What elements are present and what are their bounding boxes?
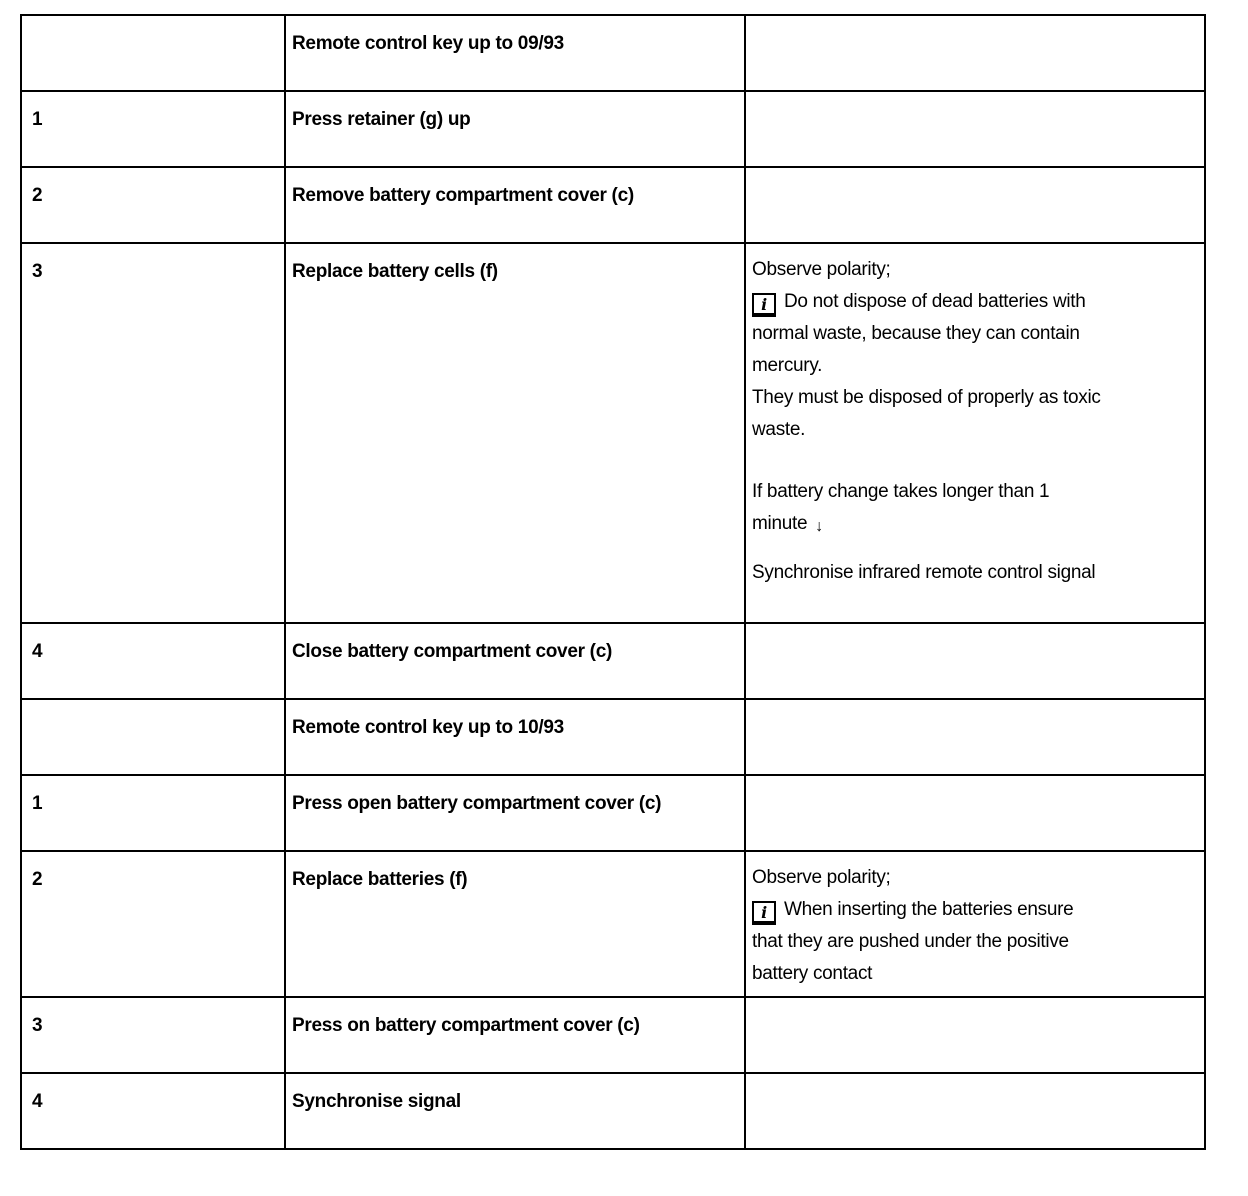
note-cell xyxy=(745,775,1205,851)
table-row-section-0993 xyxy=(21,15,1205,91)
note-cell xyxy=(745,91,1205,167)
note-cell xyxy=(745,167,1205,243)
step-number: 3 xyxy=(21,243,285,623)
spacer xyxy=(752,446,1200,476)
disposal-text-1: Do not dispose of dead batteries with xyxy=(784,291,1086,312)
step-action: Synchronise signal xyxy=(285,1073,745,1149)
step-number: 2 xyxy=(21,851,285,997)
polarity-note: Observe polarity; xyxy=(752,867,891,888)
table-row xyxy=(21,851,1205,997)
table-row xyxy=(21,243,1205,623)
section-heading-1093: Remote control key up to 10/93 xyxy=(285,699,745,775)
insert-text-3: battery contact xyxy=(752,963,873,984)
step-action: Press open battery compartment cover (c) xyxy=(285,775,745,851)
note-cell xyxy=(745,997,1205,1073)
polarity-note: Observe polarity; xyxy=(752,259,891,280)
table-row xyxy=(21,167,1205,243)
step-action: Replace batteries (f) xyxy=(285,851,745,997)
step-action: Press retainer (g) up xyxy=(285,91,745,167)
step-number: 1 xyxy=(21,775,285,851)
table-row xyxy=(21,623,1205,699)
note-cell xyxy=(745,1073,1205,1149)
table-row xyxy=(21,775,1205,851)
table-row-section-1093 xyxy=(21,699,1205,775)
toxic-text-2: waste. xyxy=(752,419,806,440)
info-icon: i xyxy=(752,293,776,317)
step-number: 2 xyxy=(21,167,285,243)
insert-line xyxy=(752,894,1200,926)
insert-text-2: that they are pushed under the positive xyxy=(752,931,1069,952)
step-number xyxy=(21,699,285,775)
disposal-text-2: normal waste, because they can contain xyxy=(752,323,1080,344)
change-line xyxy=(752,508,1200,543)
arrow-down-icon: ↓ xyxy=(815,518,823,535)
note-cell xyxy=(745,699,1205,775)
change-text-2: minute xyxy=(752,513,808,534)
step-number: 4 xyxy=(21,623,285,699)
insert-text-1: When inserting the batteries ensure xyxy=(784,899,1074,920)
disposal-line xyxy=(752,286,1200,318)
step-number: 1 xyxy=(21,91,285,167)
battery-cells-note xyxy=(745,243,1205,623)
note-cell xyxy=(745,15,1205,91)
change-text-1: If battery change takes longer than 1 xyxy=(752,481,1050,502)
step-action: Remove battery compartment cover (c) xyxy=(285,167,745,243)
info-icon: i xyxy=(752,901,776,925)
step-number xyxy=(21,15,285,91)
table-row xyxy=(21,997,1205,1073)
disposal-text-3: mercury. xyxy=(752,355,823,376)
sync-text: Synchronise infrared remote control signal xyxy=(752,562,1096,583)
step-number: 4 xyxy=(21,1073,285,1149)
toxic-text-1: They must be disposed of properly as toxic xyxy=(752,387,1101,408)
table-row xyxy=(21,91,1205,167)
table-row xyxy=(21,1073,1205,1149)
step-action: Replace battery cells (f) xyxy=(285,243,745,623)
step-action: Press on battery compartment cover (c) xyxy=(285,997,745,1073)
note-cell xyxy=(745,623,1205,699)
step-action: Close battery compartment cover (c) xyxy=(285,623,745,699)
step-number: 3 xyxy=(21,997,285,1073)
batteries-note xyxy=(745,851,1205,997)
battery-replacement-table xyxy=(20,14,1206,1150)
section-heading-0993: Remote control key up to 09/93 xyxy=(285,15,745,91)
